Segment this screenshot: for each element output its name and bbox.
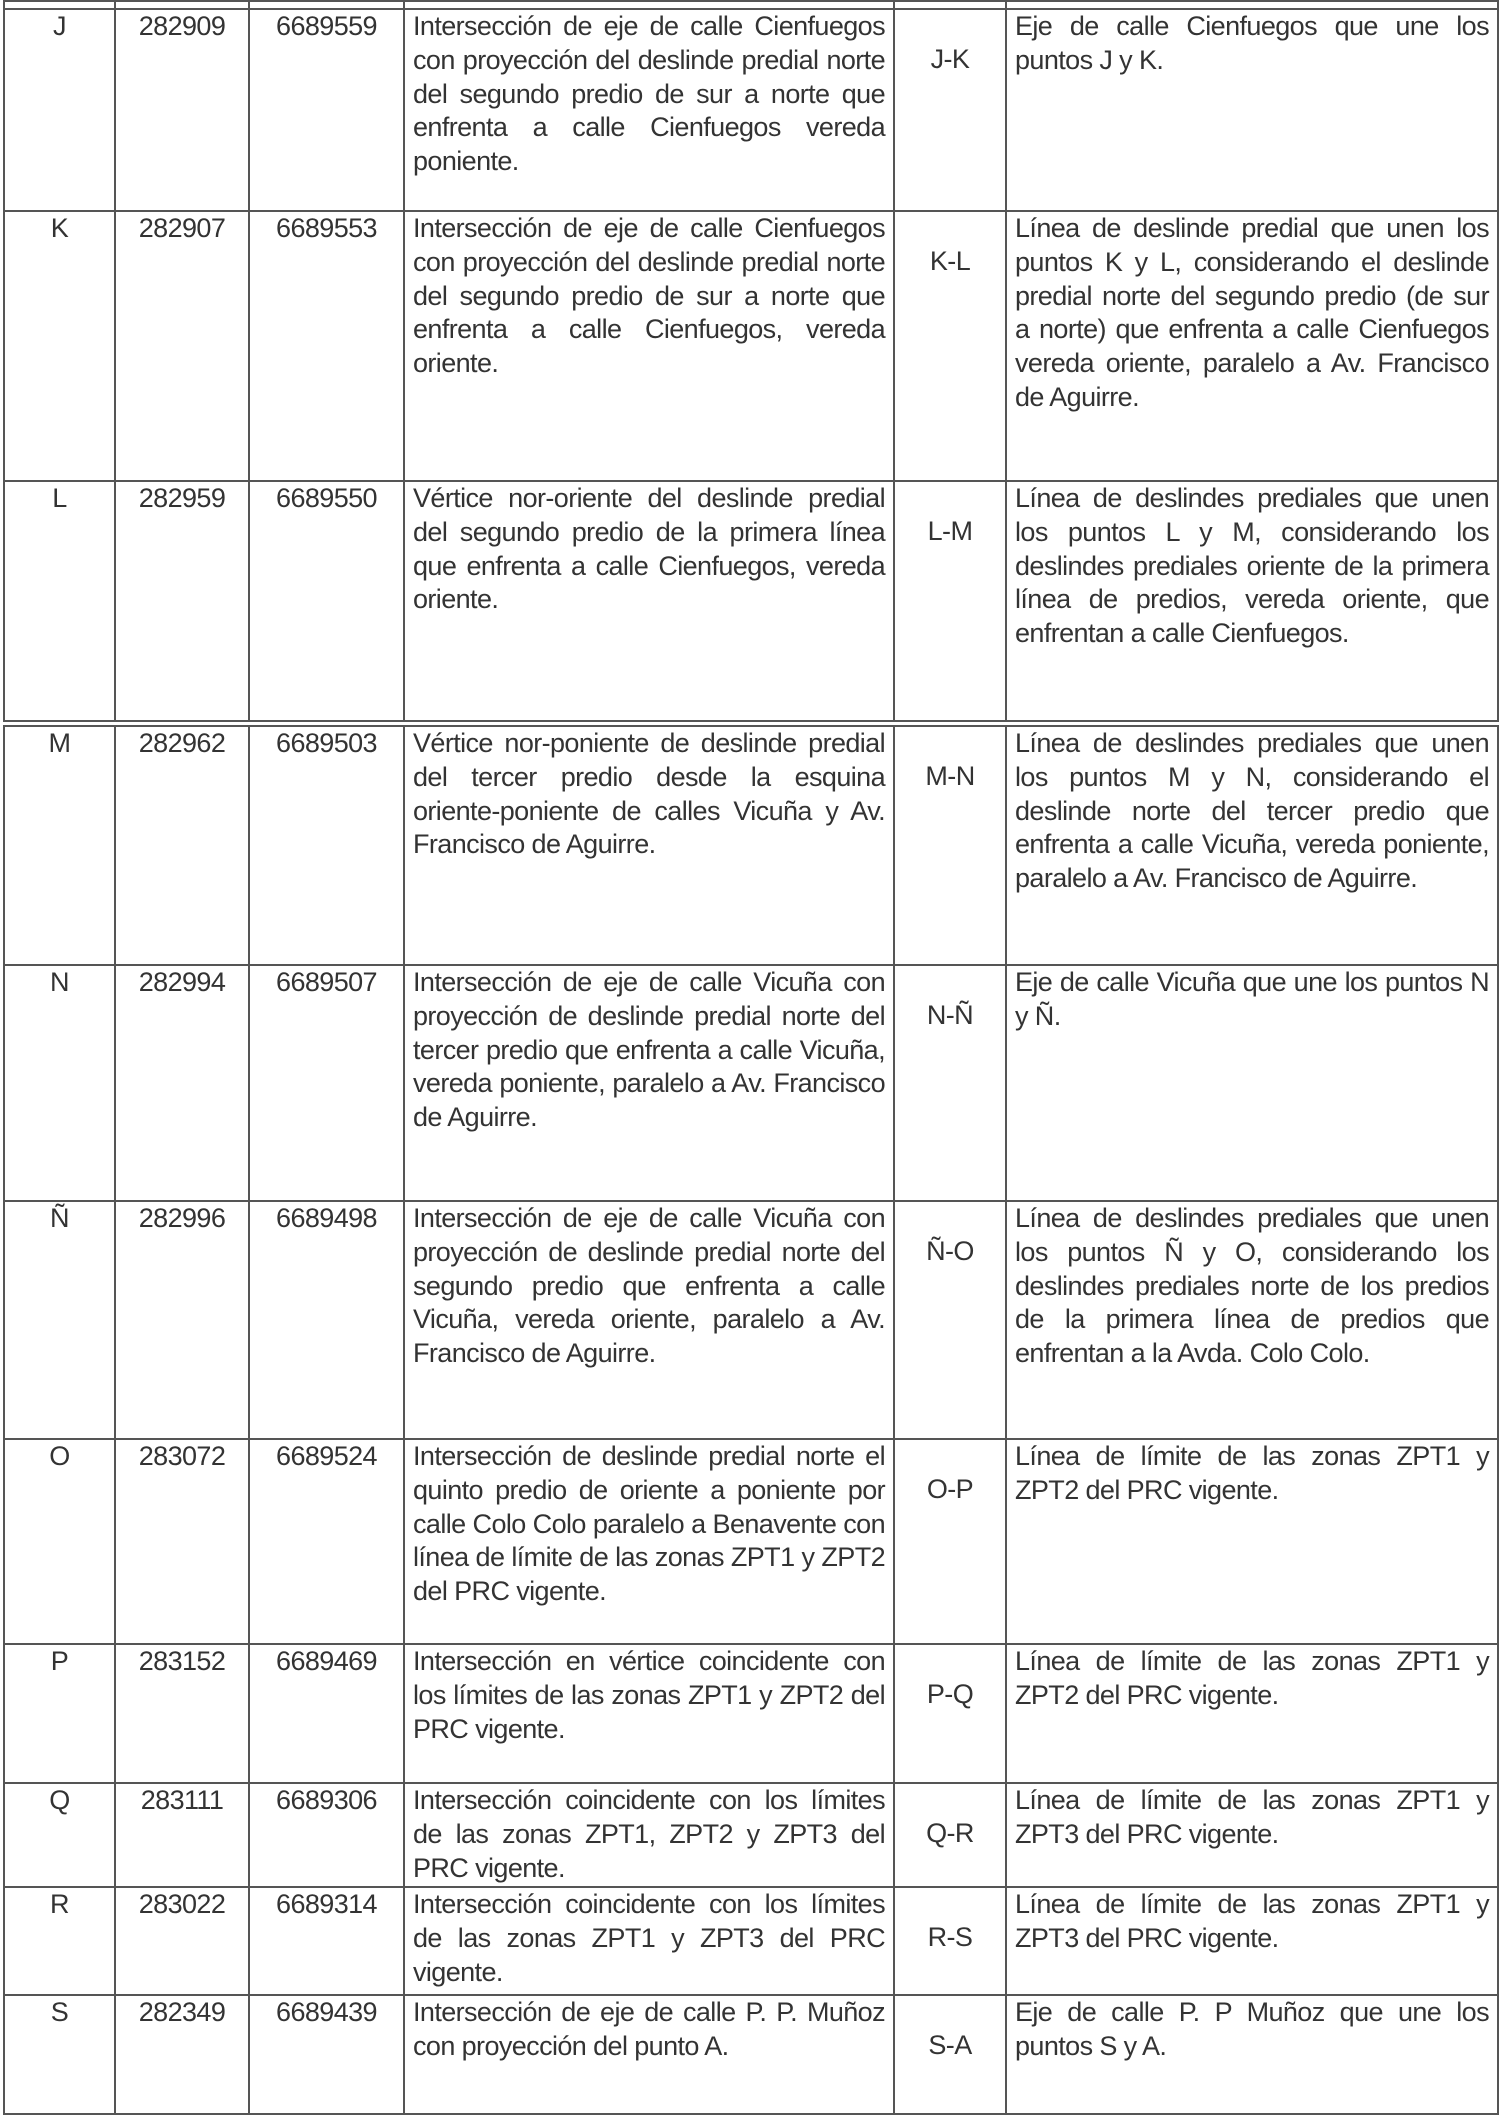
segment-description: Eje de calle Cienfuegos que une los puntos J y K. bbox=[1006, 9, 1498, 211]
segment-description: Línea de deslindes prediales que unen los puntos Ñ y O, considerando los deslindes prediales norte de los predios de la primera línea de predios que enfrentan a la Avda. Colo Colo. bbox=[1006, 1201, 1498, 1439]
coordinate-x: 283111 bbox=[115, 1783, 249, 1887]
table-row bbox=[4, 1644, 1498, 1783]
coordinate-x: 282996 bbox=[115, 1201, 249, 1439]
table-row bbox=[4, 726, 1498, 965]
point-label: P bbox=[4, 1644, 115, 1783]
point-description: Intersección coincidente con los límites de las zonas ZPT1, ZPT2 y ZPT3 del PRC vigente. bbox=[404, 1783, 894, 1887]
segment-label: N-Ñ bbox=[894, 965, 1006, 1201]
point-label: M bbox=[4, 726, 115, 965]
segment-label: J-K bbox=[894, 9, 1006, 211]
point-label: R bbox=[4, 1887, 115, 1995]
coordinate-x: 282962 bbox=[115, 726, 249, 965]
coordinate-y: 6689314 bbox=[249, 1887, 404, 1995]
table-row bbox=[4, 1201, 1498, 1439]
coordinate-x: 282349 bbox=[115, 1995, 249, 2114]
segment-description: Línea de límite de las zonas ZPT1 y ZPT2 del PRC vigente. bbox=[1006, 1439, 1498, 1644]
point-description: Intersección de eje de calle P. P. Muñoz con proyección del punto A. bbox=[404, 1995, 894, 2114]
table-row bbox=[4, 965, 1498, 1201]
point-description: Vértice nor-poniente de deslinde predial del tercer predio desde la esquina oriente-poniente de calles Vicuña y Av. Francisco de Aguirre. bbox=[404, 726, 894, 965]
segment-label: O-P bbox=[894, 1439, 1006, 1644]
boundary-points-table bbox=[3, 0, 1499, 2115]
segment-description: Línea de límite de las zonas ZPT1 y ZPT3 del PRC vigente. bbox=[1006, 1783, 1498, 1887]
coordinate-y: 6689503 bbox=[249, 726, 404, 965]
point-description: Intersección de eje de calle Cienfuegos con proyección del deslinde predial norte del segundo predio de sur a norte que enfrenta a calle Cienfuegos, vereda oriente. bbox=[404, 211, 894, 481]
segment-label: R-S bbox=[894, 1887, 1006, 1995]
coordinate-y: 6689553 bbox=[249, 211, 404, 481]
point-label: O bbox=[4, 1439, 115, 1644]
table-row bbox=[4, 9, 1498, 211]
table-row bbox=[4, 1439, 1498, 1644]
segment-description: Línea de límite de las zonas ZPT1 y ZPT2 del PRC vigente. bbox=[1006, 1644, 1498, 1783]
segment-description: Eje de calle P. P Muñoz que une los puntos S y A. bbox=[1006, 1995, 1498, 2114]
point-description: Intersección coincidente con los límites de las zonas ZPT1 y ZPT3 del PRC vigente. bbox=[404, 1887, 894, 1995]
point-description: Intersección de eje de calle Vicuña con proyección de deslinde predial norte del tercer predio que enfrenta a calle Vicuña, vereda poniente, paralelo a Av. Francisco de Aguirre. bbox=[404, 965, 894, 1201]
point-label: Ñ bbox=[4, 1201, 115, 1439]
coordinate-x: 282907 bbox=[115, 211, 249, 481]
coordinate-y: 6689469 bbox=[249, 1644, 404, 1783]
point-description: Vértice nor-oriente del deslinde predial del segundo predio de la primera línea que enfrenta a calle Cienfuegos, vereda oriente. bbox=[404, 481, 894, 721]
coordinate-y: 6689507 bbox=[249, 965, 404, 1201]
segment-label: Q-R bbox=[894, 1783, 1006, 1887]
coordinate-x: 283072 bbox=[115, 1439, 249, 1644]
coordinate-x: 282994 bbox=[115, 965, 249, 1201]
coordinate-y: 6689524 bbox=[249, 1439, 404, 1644]
segment-label: L-M bbox=[894, 481, 1006, 721]
segment-description: Línea de límite de las zonas ZPT1 y ZPT3 del PRC vigente. bbox=[1006, 1887, 1498, 1995]
segment-description: Eje de calle Vicuña que une los puntos N y Ñ. bbox=[1006, 965, 1498, 1201]
segment-label: K-L bbox=[894, 211, 1006, 481]
point-description: Intersección de eje de calle Vicuña con proyección de deslinde predial norte del segundo predio que enfrenta a calle Vicuña, vereda oriente, paralelo a Av. Francisco de Aguirre. bbox=[404, 1201, 894, 1439]
point-label: L bbox=[4, 481, 115, 721]
point-label: K bbox=[4, 211, 115, 481]
point-label: J bbox=[4, 9, 115, 211]
coordinate-y: 6689559 bbox=[249, 9, 404, 211]
table-row bbox=[4, 1995, 1498, 2114]
table-row bbox=[4, 1887, 1498, 1995]
point-label: S bbox=[4, 1995, 115, 2114]
coordinate-y: 6689306 bbox=[249, 1783, 404, 1887]
segment-label: P-Q bbox=[894, 1644, 1006, 1783]
coordinate-y: 6689439 bbox=[249, 1995, 404, 2114]
table-row bbox=[4, 1783, 1498, 1887]
coordinate-y: 6689498 bbox=[249, 1201, 404, 1439]
segment-label: S-A bbox=[894, 1995, 1006, 2114]
segment-description: Línea de deslinde predial que unen los puntos K y L, considerando el deslinde predial norte del segundo predio (de sur a norte) que enfrenta a calle Cienfuegos vereda oriente, paralelo a Av. Francisco de Aguirre. bbox=[1006, 211, 1498, 481]
segment-label: Ñ-O bbox=[894, 1201, 1006, 1439]
point-label: N bbox=[4, 965, 115, 1201]
coordinate-x: 283022 bbox=[115, 1887, 249, 1995]
coordinate-y: 6689550 bbox=[249, 481, 404, 721]
segment-label: M-N bbox=[894, 726, 1006, 965]
point-description: Intersección de deslinde predial norte el quinto predio de oriente a poniente por calle Colo Colo paralelo a Benavente con línea de límite de las zonas ZPT1 y ZPT2 del PRC vigente. bbox=[404, 1439, 894, 1644]
point-label: Q bbox=[4, 1783, 115, 1887]
segment-description: Línea de deslindes prediales que unen los puntos L y M, considerando los deslindes prediales oriente de la primera línea de predios, vereda oriente, que enfrentan a calle Cienfuegos. bbox=[1006, 481, 1498, 721]
table-row bbox=[4, 481, 1498, 721]
point-description: Intersección en vértice coincidente con los límites de las zonas ZPT1 y ZPT2 del PRC vigente. bbox=[404, 1644, 894, 1783]
table-row-cut-off bbox=[4, 1, 1498, 9]
segment-description: Línea de deslindes prediales que unen los puntos M y N, considerando el deslinde norte del tercer predio que enfrenta a calle Vicuña, vereda poniente, paralelo a Av. Francisco de Aguirre. bbox=[1006, 726, 1498, 965]
point-description: Intersección de eje de calle Cienfuegos con proyección del deslinde predial norte del segundo predio de sur a norte que enfrenta a calle Cienfuegos vereda poniente. bbox=[404, 9, 894, 211]
table-row bbox=[4, 211, 1498, 481]
coordinate-x: 282909 bbox=[115, 9, 249, 211]
coordinate-x: 282959 bbox=[115, 481, 249, 721]
coordinate-x: 283152 bbox=[115, 1644, 249, 1783]
